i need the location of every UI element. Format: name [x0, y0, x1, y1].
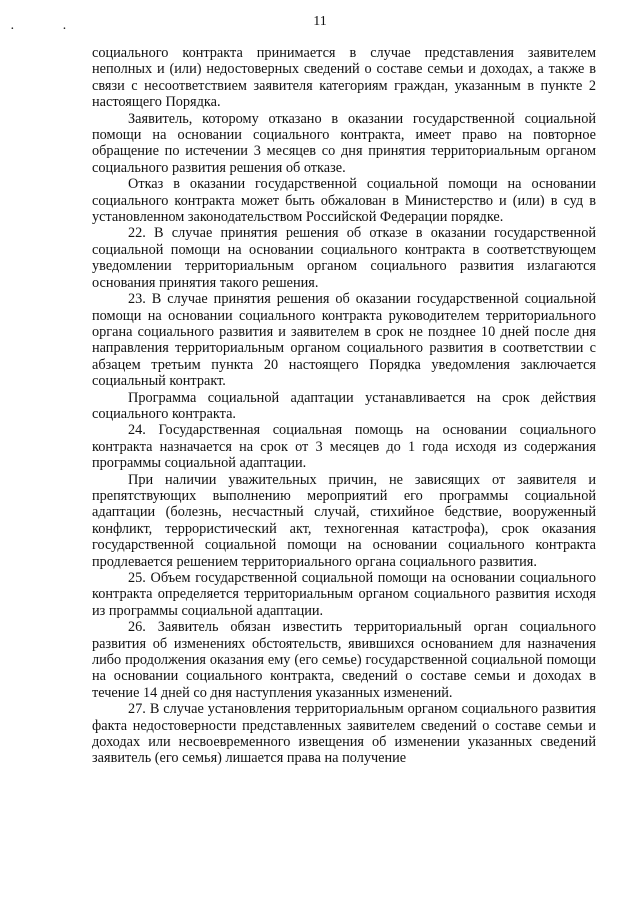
paragraph-2: Заявитель, которому отказано в оказании государственной социальной помощи на основании социального контракта, имеет право на повторное обращение по истечении 3 месяцев со дня принятия территориальным органом социального развития решения об отказе. [92, 110, 596, 176]
paragraph-1: социального контракта принимается в случае представления заявителем неполных и (или) недостоверных сведений о составе семьи и доходах, а также в связи с несоответствием заявителя категориям граждан, указанным в пункте 2 настоящего Порядка. [92, 45, 596, 111]
paragraph-8: При наличии уважительных причин, не зависящих от заявителя и препятствующих выполнению мероприятий его программы социальной адаптации (болезнь, несчастный случай, стихийное бедствие, вооруженный конфликт, террористический акт, техногенная катастрофа), срок оказания государственной социальной помощи на основании социального контракта продлевается решением территориального органа социального развития. [92, 471, 596, 570]
paragraph-10: 26. Заявитель обязан известить территориальный орган социального развития об изменениях обстоятельств, явившихся основанием для назначения либо продолжения оказания ему (его семье) государственной социальной помощи на основании социального контракта, сведений о составе семьи и доходах в течение 14 дней со дня наступления указанных изменений. [92, 619, 596, 701]
paragraph-4: 22. В случае принятия решения об отказе в оказании государственной социальной помощи на основании социального контракта в соответствующем уведомлении территориальным органом социального развития излагаются основания принятия такого решения. [92, 225, 596, 291]
paragraph-11: 27. В случае установления территориальным органом социального развития факта недостоверности представленных заявителем сведений о составе семьи и доходах или несвоевременного извещения об изменении указанных сведений заявитель (его семья) лишается права на получение [92, 701, 596, 767]
paragraph-6: Программа социальной адаптации устанавливается на срок действия социального контракта. [92, 389, 596, 422]
paragraph-5: 23. В случае принятия решения об оказании государственной социальной помощи на основании социального контракта руководителем территориального органа социального развития и заявителем в срок не позднее 10 дней после дня направления территориальным органом социального развития в соответствии с абзацем третьим пункта 20 настоящего Порядка уведомления заключается социальный контракт. [92, 291, 596, 390]
page-number: 11 [313, 14, 327, 29]
document-body [92, 45, 596, 767]
paragraph-7: 24. Государственная социальная помощь на основании социального контракта назначается на срок от 3 месяцев до 1 года исходя из содержания программы социальной адаптации. [92, 422, 596, 472]
paragraph-3: Отказ в оказании государственной социальной помощи на основании социального контракта может быть обжалован в Министерство и (или) в суд в установленном законодательством Российской Федерации порядке. [92, 176, 596, 226]
paragraph-9: 25. Объем государственной социальной помощи на основании социального контракта определяется территориальным органом социального развития исходя из программы социальной адаптации. [92, 570, 596, 619]
margin-marks: · · [10, 22, 89, 37]
